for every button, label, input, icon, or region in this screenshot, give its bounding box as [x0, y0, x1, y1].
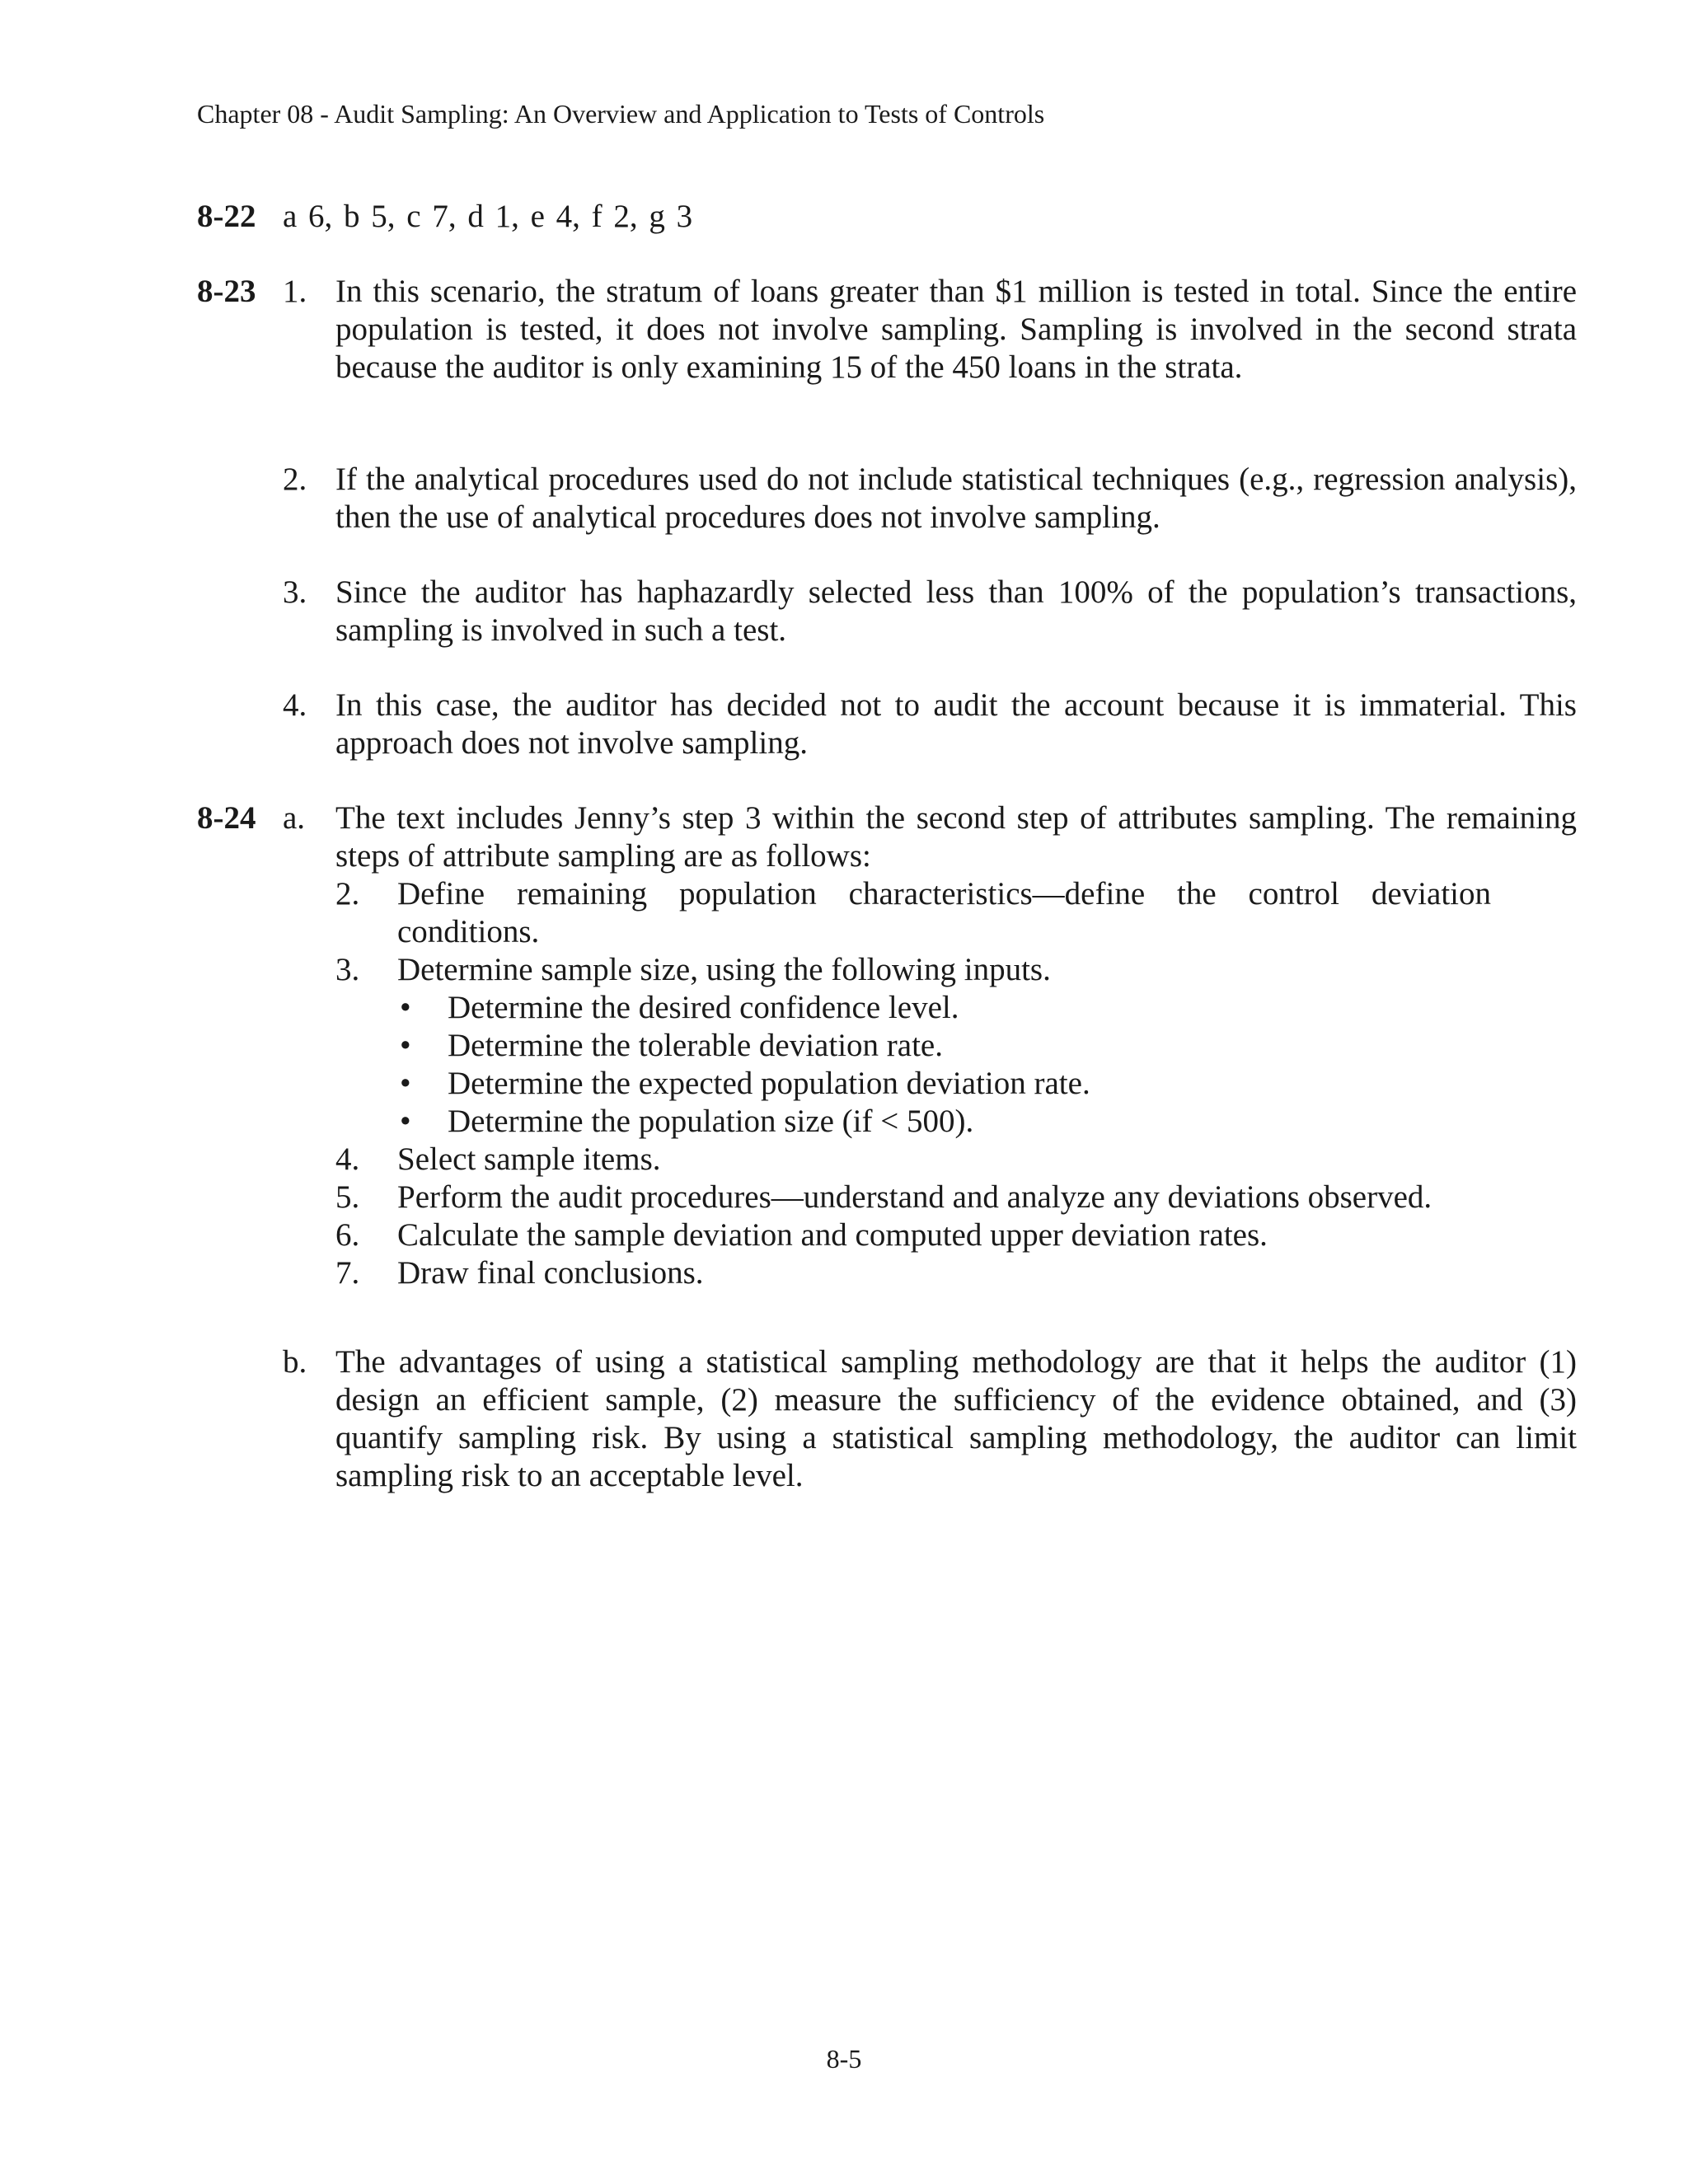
bullet-text: Determine the expected population deviation rate. — [448, 1066, 1090, 1101]
step-text: Draw final conclusions. — [397, 1255, 704, 1291]
item-text: In this case, the auditor has decided not to audit the account because it is immaterial. This approach does not involve sampling. — [335, 687, 1577, 761]
item-marker: 1. — [283, 274, 307, 309]
item-marker: a. — [283, 800, 306, 836]
item-text: The advantages of using a statistical sampling methodology are that it helps the auditor (1) design an efficient sample, (2) measure the sufficiency of the evidence obtained, and (3) quantify sampling risk. By using a statistical sampling methodology, the auditor can limit sampling risk to an acceptable level. — [335, 1344, 1577, 1493]
bullet-text: Determine the tolerable deviation rate. — [448, 1028, 943, 1063]
input-bullet — [397, 989, 1491, 1027]
step-7 — [335, 1254, 1491, 1292]
answer-item-1 — [283, 273, 1577, 387]
running-header: Chapter 08 - Audit Sampling: An Overview and Application to Tests of Controls — [197, 99, 1045, 129]
answer-item-b — [283, 1343, 1577, 1495]
bullet-icon: • — [400, 1028, 411, 1063]
input-bullet — [397, 1027, 1491, 1065]
item-marker: 3. — [283, 574, 307, 610]
answer-item-3 — [283, 574, 1577, 649]
step-text: Calculate the sample deviation and computed upper deviation rates. — [397, 1217, 1268, 1253]
step-6 — [335, 1216, 1491, 1254]
step-marker: 5. — [335, 1179, 360, 1215]
item-text: The text includes Jenny’s step 3 within the second step of attributes sampling. The remaining steps of attribute sampling are as follows: — [335, 800, 1577, 874]
step-marker: 6. — [335, 1217, 360, 1253]
answer-item-a — [283, 799, 1577, 1292]
item-text: If the analytical procedures used do not include statistical techniques (e.g., regression analysis), then the use of analytical procedures does not involve sampling. — [335, 462, 1577, 535]
step-text: Determine sample size, using the following inputs. — [397, 952, 1051, 987]
page-number: 8-5 — [826, 2044, 862, 2074]
item-text: Since the auditor has haphazardly selected less than 100% of the population’s transactions, sampling is involved in such a test. — [335, 574, 1577, 648]
step-text: Select sample items. — [397, 1141, 661, 1177]
step-text: Perform the audit procedures—understand and analyze any deviations observed. — [397, 1179, 1432, 1215]
bullet-icon: • — [400, 1066, 411, 1101]
item-marker: 4. — [283, 687, 307, 723]
input-bullet — [397, 1103, 1491, 1141]
item-text: In this scenario, the stratum of loans greater than $1 million is tested in total. Since the entire population is tested, it does not involve sampling. Sampling is involved in the second strata because the auditor is only examining 15 of the 450 loans in the strata. — [335, 274, 1577, 385]
item-marker: b. — [283, 1344, 307, 1380]
problem-number: 8-22 — [197, 199, 256, 234]
step-5 — [335, 1179, 1491, 1216]
sample-size-inputs — [397, 989, 1491, 1141]
step-text: Define remaining population characteristics—define the control deviation conditions. — [397, 876, 1491, 949]
bullet-icon: • — [400, 1104, 411, 1139]
answer-key: a 6, b 5, c 7, d 1, e 4, f 2, g 3 — [283, 199, 693, 234]
step-2 — [335, 875, 1491, 951]
step-marker: 2. — [335, 876, 360, 912]
step-4 — [335, 1141, 1491, 1179]
bullet-text: Determine the desired confidence level. — [448, 990, 959, 1025]
problem-number: 8-23 — [197, 274, 256, 309]
step-marker: 3. — [335, 952, 360, 987]
bullet-icon: • — [400, 990, 411, 1025]
step-marker: 7. — [335, 1255, 360, 1291]
problem-number: 8-24 — [197, 800, 256, 836]
item-marker: 2. — [283, 462, 307, 497]
input-bullet — [397, 1065, 1491, 1103]
step-marker: 4. — [335, 1141, 360, 1177]
answer-item-2 — [283, 461, 1577, 537]
step-3 — [335, 951, 1491, 1141]
answer-item-4 — [283, 687, 1577, 762]
bullet-text: Determine the population size (if < 500). — [448, 1104, 974, 1139]
